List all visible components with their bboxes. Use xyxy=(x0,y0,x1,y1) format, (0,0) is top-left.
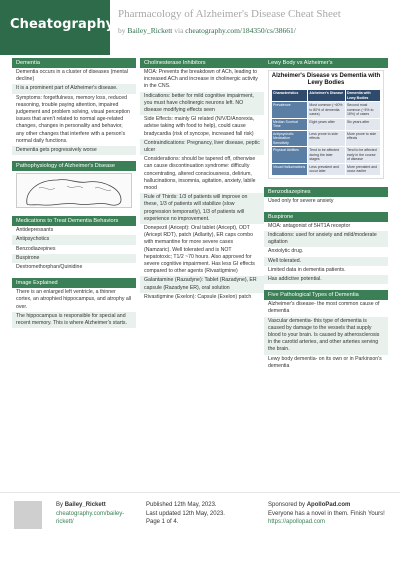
footer-author xyxy=(56,501,136,527)
author-link[interactable]: Bailey_Rickett xyxy=(127,26,173,35)
table-cell: Median Survival Time xyxy=(272,118,308,130)
footer-author-name[interactable]: Bailey_Rickett xyxy=(64,502,106,508)
table-row xyxy=(272,102,381,119)
sponsor-text: Everyone has a novel in them. Finish Yours! xyxy=(268,510,385,517)
table-cell: Visual Hallucinations xyxy=(272,163,308,175)
list-item: Symptoms: forgetfulness, memory loss, reduced reasoning, trouble paying attention, impaired judgement and problem solving, visual perception issues that aren't related to normal age-related changes, changes in personality and behavior, any other changes that interfere with a person's normal daily functions. xyxy=(16,94,130,144)
list-item: Anxiolytic drug. xyxy=(268,248,304,255)
list-item: Antipsychotics xyxy=(12,235,136,244)
table-cell: Tend to be affected early in the course of disease xyxy=(345,147,380,164)
section-heading-medications: Medications to Treat Dementia Behaviors xyxy=(12,216,136,226)
list-item: Indications: used for anxiety and mild/moderate agitation xyxy=(264,231,388,247)
list-item: It is a prominent part of Alzheimer's disease. xyxy=(12,84,136,93)
table-header-row xyxy=(272,90,381,102)
footer-by-label: By xyxy=(56,502,64,508)
page-footer xyxy=(0,492,400,566)
footer-author-link[interactable]: cheatography.com/bailey-rickett/ xyxy=(56,510,125,525)
logo-text: Cheatography xyxy=(10,17,115,32)
table-cell: Less prone to side effects xyxy=(308,130,346,147)
list-item: Rule of Thirds: 1/3 of patients will improve on these, 1/3 of patients will stabilize (slow progression temporarily), 1/3 of patients will experience no improvement. xyxy=(140,193,264,224)
table-cell: Antipsychotic Medication Sensitivity xyxy=(272,130,308,147)
list-item: Side Effects: mainly GI related (N/V/D/Anorexia, advise taking with food to help), could cause bradycardia (risk of syncope, increased fall risk) xyxy=(144,116,255,137)
comparison-table-image xyxy=(268,70,384,179)
list-item: Well tolerated. xyxy=(264,257,388,266)
page-header xyxy=(0,0,400,55)
byline xyxy=(118,26,396,35)
sheet-url-link[interactable]: cheatography.com/184350/cs/38661/ xyxy=(185,26,296,35)
by-label: by xyxy=(118,26,126,35)
list-item: Contraindications: Pregnancy, liver disease, peptic ulcer xyxy=(140,139,264,155)
column-1 xyxy=(12,58,136,328)
table-cell: Six years after xyxy=(345,118,380,130)
list-item: Dextromethorphan/Quinidine xyxy=(16,264,83,271)
brain-outline-icon xyxy=(17,174,132,208)
list-item: MOA: Prevents the breakdown of ACh, leading to increased ACh and increase in cholinergic activity in the CNS. xyxy=(144,69,258,90)
list-item: Benzodiazepines xyxy=(16,245,56,252)
table-header-cell: Characteristics xyxy=(272,90,308,102)
table-cell: Eight years after xyxy=(308,118,346,130)
list-item: Lewy body dementia- on its own or in Parkinson's dementia xyxy=(268,355,382,369)
list-item: Used only for severe anxiety xyxy=(268,197,334,204)
list-item: There is an enlarged left ventricle, a thinner cortex, an atrophied hippocampus, and atrophy all over. xyxy=(16,289,132,310)
table-cell: Less prevalent and occur later xyxy=(308,163,346,175)
section-heading-pathophysiology: Pathophysiology of Alzheimer's Disease xyxy=(12,161,136,171)
footer-sponsor xyxy=(268,501,388,527)
list-item: Indications: better for mild cognitive impairment, you must have cholinergic neurons left. NO disease modifying effects seen xyxy=(140,92,264,116)
table-row xyxy=(272,118,381,130)
comparison-table xyxy=(271,89,381,176)
section-heading-image-explained: Image Explained xyxy=(12,278,136,288)
list-item: Dementia occurs in a cluster of diseases (mental decline) xyxy=(16,69,128,83)
list-item: Dementia gets progressively worse xyxy=(12,146,136,155)
column-3 xyxy=(264,58,388,371)
list-item: Buspirone xyxy=(12,254,136,263)
section-heading-dementia: Dementia xyxy=(12,58,136,68)
table-row xyxy=(272,130,381,147)
section-heading-buspirone: Buspirone xyxy=(264,212,388,222)
brain-diagram-image xyxy=(16,173,132,208)
table-cell: Prevalence xyxy=(272,102,308,119)
section-heading-cholinesterase: Cholinesterase Inhibitors xyxy=(140,58,264,68)
table-cell: Most common (~60% to 80% of dementia cases) xyxy=(308,102,346,119)
list-item: Rivastigmine (Exelon): Capsule (Exelon) patch xyxy=(144,293,252,300)
table-cell: More prevalent and occur earlier xyxy=(345,163,380,175)
author-avatar[interactable] xyxy=(14,501,42,529)
table-cell: Second most common (~5% to 15%) of cases xyxy=(345,102,380,119)
list-item: Donepezil (Aricept): Oral tablet (Aricept), ODT (Aricept RDT), patch (Adlarity), ER caps combo with memantine for more severe cases (Namzaric). Well tolerated and is NOT hepatotoxic; T1/2 ~70 hours. Also approved for severe cognitive impairment. Has less GI effects compared to other agents (Rivastigmine) xyxy=(144,225,255,275)
list-item: Considerations: should be tapered off, otherwise can cause discontinuation syndrome: difficulty concentrating, altered consciousness, delirium, hallucinations, insomnia, agitation, anxiety, labile mood xyxy=(144,156,256,192)
list-item: Limited data in dementia patients. xyxy=(268,266,346,273)
sponsor-link[interactable]: https://apollopad.com xyxy=(268,519,326,525)
list-item: Has addictive potential. xyxy=(264,275,388,284)
table-cell: More prone to side effects xyxy=(345,130,380,147)
updated-date: Last updated 12th May, 2023. xyxy=(146,510,225,517)
list-item: Antidepressants xyxy=(16,227,54,234)
table-row xyxy=(272,147,381,164)
published-date: Published 12th May, 2023. xyxy=(146,502,217,508)
table-header-cell: Dementia with Lewy Bodies xyxy=(345,90,380,102)
list-item: Galantamine (Razadyne): Tablet (Razadyne), ER capsule (Razadyne ER), oral solution xyxy=(140,276,264,292)
section-heading-benzodiazepines: Benzodiazepines xyxy=(264,187,388,197)
list-item: Alzheimer's disease- the most common cause of dementia xyxy=(268,301,380,315)
cheatography-logo[interactable] xyxy=(0,0,115,55)
table-header-cell: Alzheimer's Disease xyxy=(308,90,346,102)
table-cell: Tend to be affected during the later stages xyxy=(308,147,346,164)
via-label: via xyxy=(174,26,184,35)
page-title: Pharmacology of Alzheimer's Disease Cheat Sheet xyxy=(118,8,341,20)
page-number: Page 1 of 4. xyxy=(146,519,179,525)
table-cell: Physical Abilities xyxy=(272,147,308,164)
sponsor-label: Sponsored by xyxy=(268,502,306,508)
footer-dates xyxy=(146,501,256,527)
list-item: MOA: antagonist of 5HT1A receptor xyxy=(268,222,351,229)
list-item: Vascular dementia- this type of dementia is caused by damage to the vessels that supply blood to your brain. Is caused by atherosclerosis in the carotid arteries, and other arteries serving the brain. xyxy=(264,317,388,355)
section-heading-five-types: Five Pathological Types of Dementia xyxy=(264,290,388,300)
sponsor-name[interactable]: ApolloPad.com xyxy=(306,502,351,508)
column-2 xyxy=(140,58,264,302)
section-heading-lewy-body: Lewy Body vs Alzheimer's xyxy=(264,58,388,68)
table-row xyxy=(272,163,381,175)
list-item: The hippocampus is responsible for special and recent memory. This is where Alzheimer's starts. xyxy=(12,312,136,328)
comparison-table-title: Alzheimer's Disease vs Dementia with Lewy Bodies xyxy=(271,73,381,86)
